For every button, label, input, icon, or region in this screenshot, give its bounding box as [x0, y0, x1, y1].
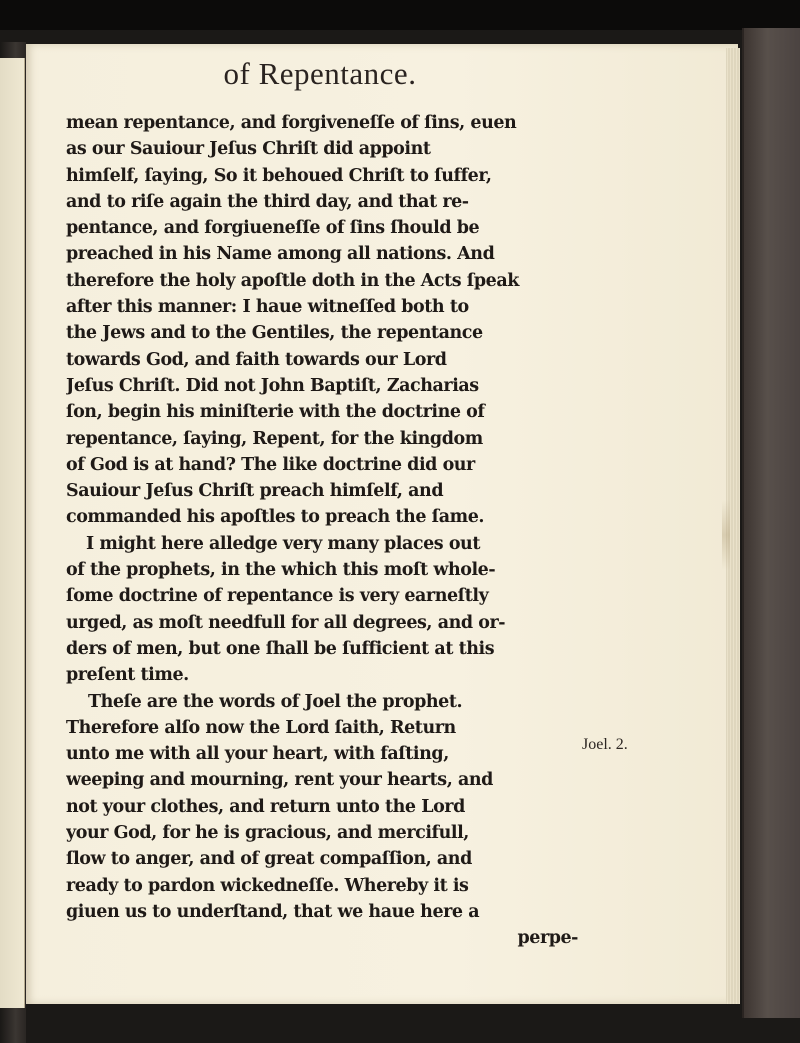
text-line: Sauiour Jeſus Chriſt preach himſelf, and — [66, 481, 444, 502]
text-line: of the prophets, in the which this moſt whole- — [66, 560, 496, 581]
facing-page-edge — [0, 58, 25, 1008]
text-line: unto me with all your heart, with faſting, — [66, 744, 449, 765]
text-line: weeping and mourning, rent your hearts, and — [66, 770, 493, 791]
text-line: repentance, ſaying, Repent, for the kingdom — [66, 428, 483, 449]
text-line: ſome doctrine of repentance is very earneſtly — [66, 586, 489, 607]
text-line: not your clothes, and return unto the Lord — [66, 796, 465, 817]
text-line: after this manner: I haue witneſſed both to — [66, 297, 469, 318]
text-line: Jeſus Chriſt. Did not John Baptiſt, Zacharias — [66, 375, 479, 396]
text-line: and to riſe again the third day, and that re- — [66, 191, 469, 212]
text-line: the Jews and to the Gentiles, the repentance — [66, 323, 483, 344]
text-line: pentance, and forgiueneſſe of ſins ſhould be — [66, 218, 480, 239]
text-line: towards God, and faith towards our Lord — [66, 349, 447, 370]
text-line: ders of men, but one ſhall be ſufficient at this — [66, 638, 495, 659]
body-text — [66, 110, 578, 952]
text-line: preached in his Name among all nations. And — [66, 244, 495, 265]
text-line: urged, as moſt needfull for all degrees, and or- — [66, 612, 506, 633]
text-line: therefore the holy apoſtle doth in the Acts ſpeak — [66, 270, 519, 291]
text-line: commanded his apoſtles to preach the ſame. — [66, 507, 485, 528]
text-line: ready to pardon wickedneſſe. Whereby it is — [66, 875, 469, 896]
paper-mark — [722, 500, 730, 570]
text-line: your God, for he is gracious, and mercifull, — [66, 823, 469, 844]
paragraph-start-line: I might here alledge very many places out — [86, 533, 480, 554]
paragraph-start-line: Theſe are the words of Joel the prophet. — [88, 691, 463, 712]
running-header: of Repentance. — [223, 56, 417, 91]
book-board-edge — [742, 28, 800, 1018]
text-line: as our Sauiour Jeſus Chriſt did appoint — [66, 139, 431, 160]
text-line: giuen us to underſtand, that we haue here a — [66, 901, 480, 922]
text-line: of God is at hand? The like doctrine did our — [66, 454, 475, 475]
text-line: mean repentance, and forgiveneſſe of ſins, euen — [66, 113, 517, 133]
text-line: ſon, begin his miniſterie with the doctrine of — [66, 402, 485, 423]
text-line: ſlow to anger, and of great compaſſion, and — [66, 849, 472, 870]
text-line: himſelf, ſaying, So it behoued Chriſt to ſuffer, — [66, 165, 492, 186]
catchword: perpe- — [517, 928, 578, 949]
marginal-note: Joel. 2. — [582, 736, 628, 753]
text-line: Therefore alſo now the Lord ſaith, Return — [66, 717, 456, 738]
text-line: preſent time. — [66, 665, 189, 686]
